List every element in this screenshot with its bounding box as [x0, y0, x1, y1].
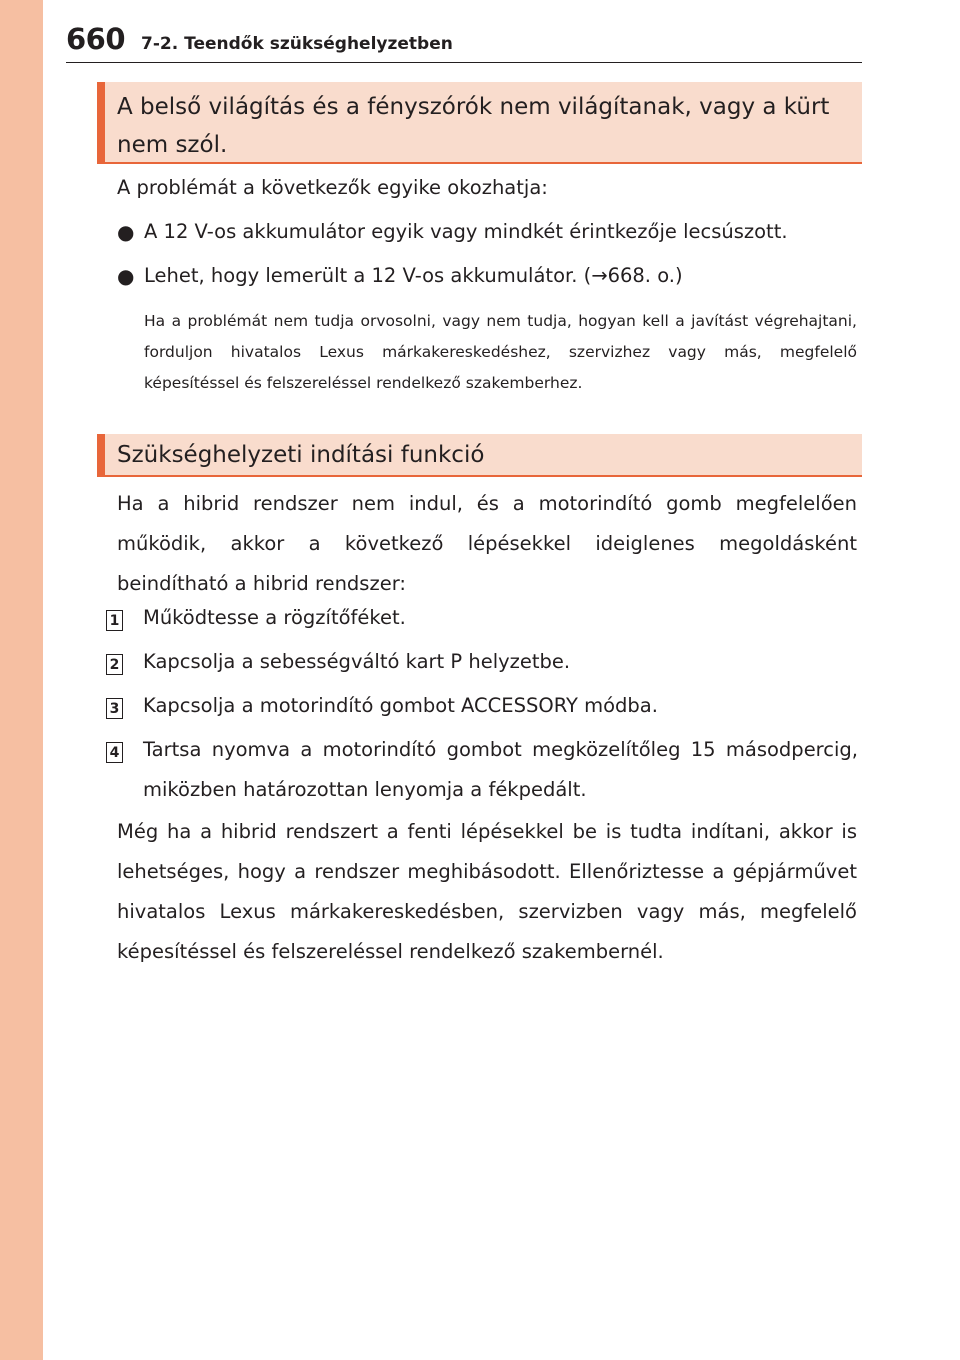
step-item	[106, 598, 858, 638]
step-text: Működtesse a rögzítőféket.	[143, 606, 406, 629]
section-title-emergency-start: Szükséghelyzeti indítási funkció	[117, 442, 485, 468]
page-header	[66, 22, 453, 62]
bullet-text: Lehet, hogy lemerült a 12 V-os akkumulátor. (→668. o.)	[144, 264, 683, 287]
section-reference: 7-2. Teendők szükséghelyzetben	[141, 34, 453, 54]
step-item	[106, 730, 858, 810]
step-number: 1	[106, 610, 123, 631]
bullet-icon: ●	[117, 220, 135, 244]
emergency-intro: Ha a hibrid rendszer nem indul, és a motorindító gomb megfelelően működik, akkor a következő lépésekkel ideiglenes megoldásként beindítható a hibrid rendszer:	[117, 492, 857, 595]
step-item	[106, 686, 858, 726]
closing-paragraph: Még ha a hibrid rendszert a fenti lépésekkel be is tudta indítani, akkor is lehetséges, hogy a rendszer meghibásodott. Ellenőriztesse a gépjárművet hivatalos Lexus márkakereskedésben, szervizben vagy más, megfelelő képesítéssel és felszereléssel rendelkező szakembernél.	[117, 820, 857, 963]
step-number: 4	[106, 742, 123, 763]
help-note: Ha a problémát nem tudja orvosolni, vagy nem tudja, hogyan kell a javítást végrehajtani, forduljon hivatalos Lexus márkakereskedéshez, szervizhez vagy más, megfelelő képesítéssel és felszereléssel rendelkező szakemberhez.	[144, 312, 857, 392]
side-color-bar	[0, 0, 43, 1360]
step-text: Kapcsolja a sebességváltó kart P helyzetbe.	[143, 650, 571, 673]
section-title-lighting: A belső világítás és a fényszórók nem világítanak, vagy a kürt nem szól.	[117, 94, 830, 158]
header-divider	[66, 62, 862, 63]
step-item	[106, 642, 858, 682]
bullet-text: A 12 V-os akkumulátor egyik vagy mindkét érintkezője lecsúszott.	[144, 220, 788, 243]
cause-intro: A problémát a következők egyike okozhatja:	[117, 176, 548, 199]
section-heading-emergency-start	[97, 434, 862, 477]
bullet-icon: ●	[117, 264, 135, 288]
page-number: 660	[66, 22, 126, 56]
step-text: Tartsa nyomva a motorindító gombot megközelítőleg 15 másodpercig, miközben határozottan lenyomja a fékpedált.	[143, 738, 858, 801]
step-text: Kapcsolja a motorindító gombot ACCESSORY módba.	[143, 694, 658, 717]
bullet-item	[117, 256, 857, 296]
step-number: 2	[106, 654, 123, 675]
section-heading-lighting	[97, 82, 862, 164]
step-number: 3	[106, 698, 123, 719]
bullet-item	[117, 212, 857, 252]
